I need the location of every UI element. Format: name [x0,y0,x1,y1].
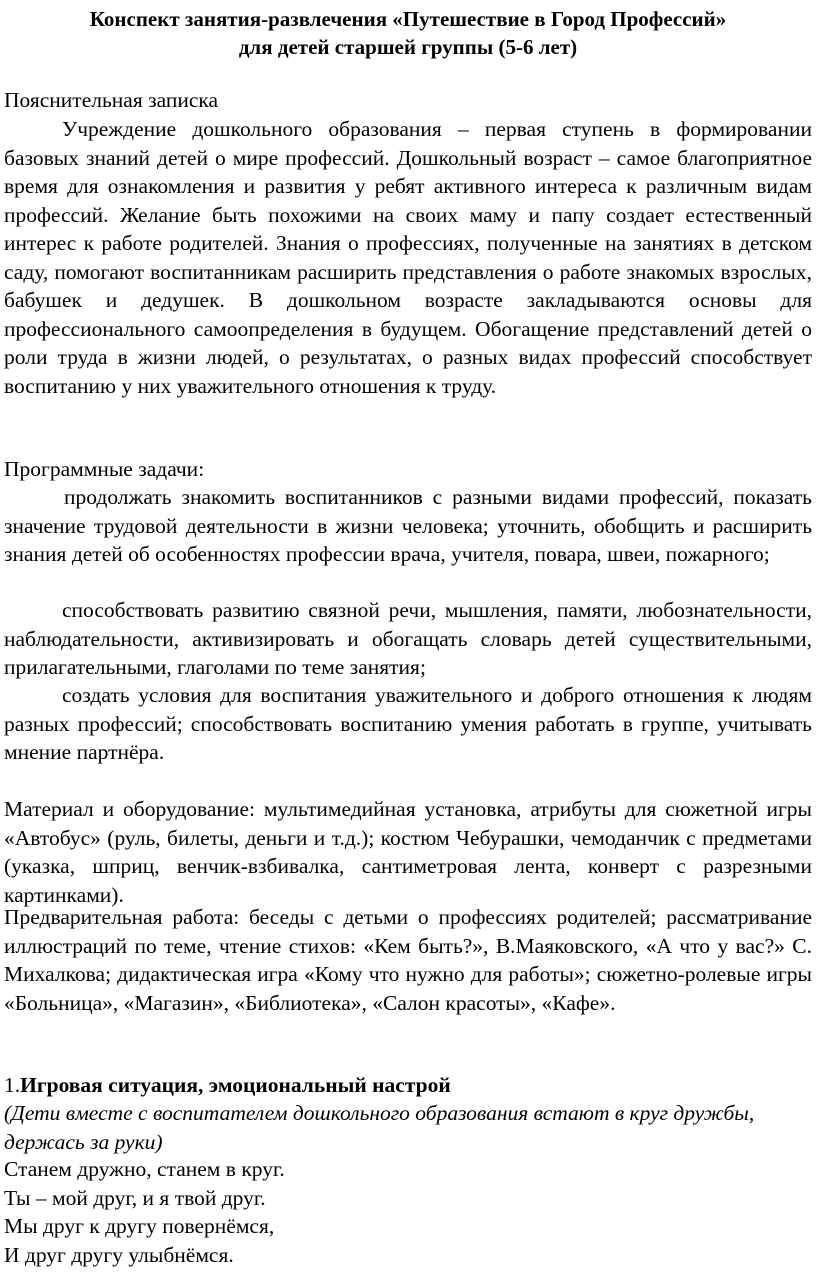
document-title-line-2: для детей старшей группы (5-6 лет) [238,35,578,59]
poem-line: И друг другу улыбнёмся. [4,1242,234,1267]
document-title-line-1: Конспект занятия-развлечения «Путешествие в Город Профессий» [89,7,727,31]
section-1-title: Игровая ситуация, эмоциональный настрой [20,1073,451,1097]
task-item-1: продолжать знакомить воспитанников с разными видами профессий, показать значение трудовой деятельности в жизни человека; уточнить, обобщить и расширить знания детей об особенностях профессии врача, учителя, повара, швеи, пожарного; [4,485,812,566]
explanatory-note-heading: Пояснительная записка [4,88,219,112]
task-item-3: создать условия для воспитания уважительного и доброго отношения к людям разных профессий; способствовать воспитанию умения работать в группе, учитывать мнение партнёра. [4,683,812,764]
preparation-text: Предварительная работа: беседы с детьми о профессиях родителей; рассматривание иллюстраций по теме, чтение стихов: «Кем быть?», В.Маяковского, «А что у вас?» С. Михалкова; дидактическая игра «Кому что нужно для работы»; сюжетно-ролевые игры «Больница», «Магазин», «Библиотека», «Салон красоты», «Кафе». [4,905,812,1015]
poem [4,1155,812,1269]
tasks-heading: Программные задачи: [4,457,205,481]
section-1-heading [4,1071,812,1100]
section-1-number: 1. [4,1073,21,1097]
task-item-2: способствовать развитию связной речи, мышления, памяти, любознательности, наблюдательности, активизировать и обогащать словарь детей существительными, прилагательными, глаголами по теме занятия; [4,598,812,679]
poem-line: Станем дружно, станем в круг. [4,1157,285,1181]
poem-line: Ты – мой друг, и я твой друг. [4,1185,266,1210]
section-1-note: (Дети вместе с воспитателем дошкольного образования встают в круг дружбы, держась за руки) [4,1101,755,1154]
poem-line: Мы друг к другу повернёмся, [4,1214,275,1238]
materials-text: Материал и оборудование: мультимедийная установка, атрибуты для сюжетной игры «Автобус» (руль, билеты, деньги и т.д.); костюм Чебурашки, чемоданчик с предметами (указка, шприц, венчик-взбивалка, сантиметровая лента, конверт с разрезными картинками). [4,797,812,907]
explanatory-note-text: Учреждение дошкольного образования – первая ступень в формировании базовых знаний детей о мире профессий. Дошкольный возраст – самое благоприятное время для ознакомления и развития у ребят активного интереса к различным видам профессий. Желание быть похожими на своих маму и папу создает естественный интерес к работе родителей. Знания о профессиях, полученные на занятиях в детском саду, помогают воспитанникам расширить представления о работе знакомых взрослых, бабушек и дедушек. В дошкольном возрасте закладываются основы для профессионального самоопределения в будущем. Обогащение представлений детей о роли труда в жизни людей, о результатах, о разных видах профессий способствует воспитанию у них уважительного отношения к труду. [4,117,812,398]
